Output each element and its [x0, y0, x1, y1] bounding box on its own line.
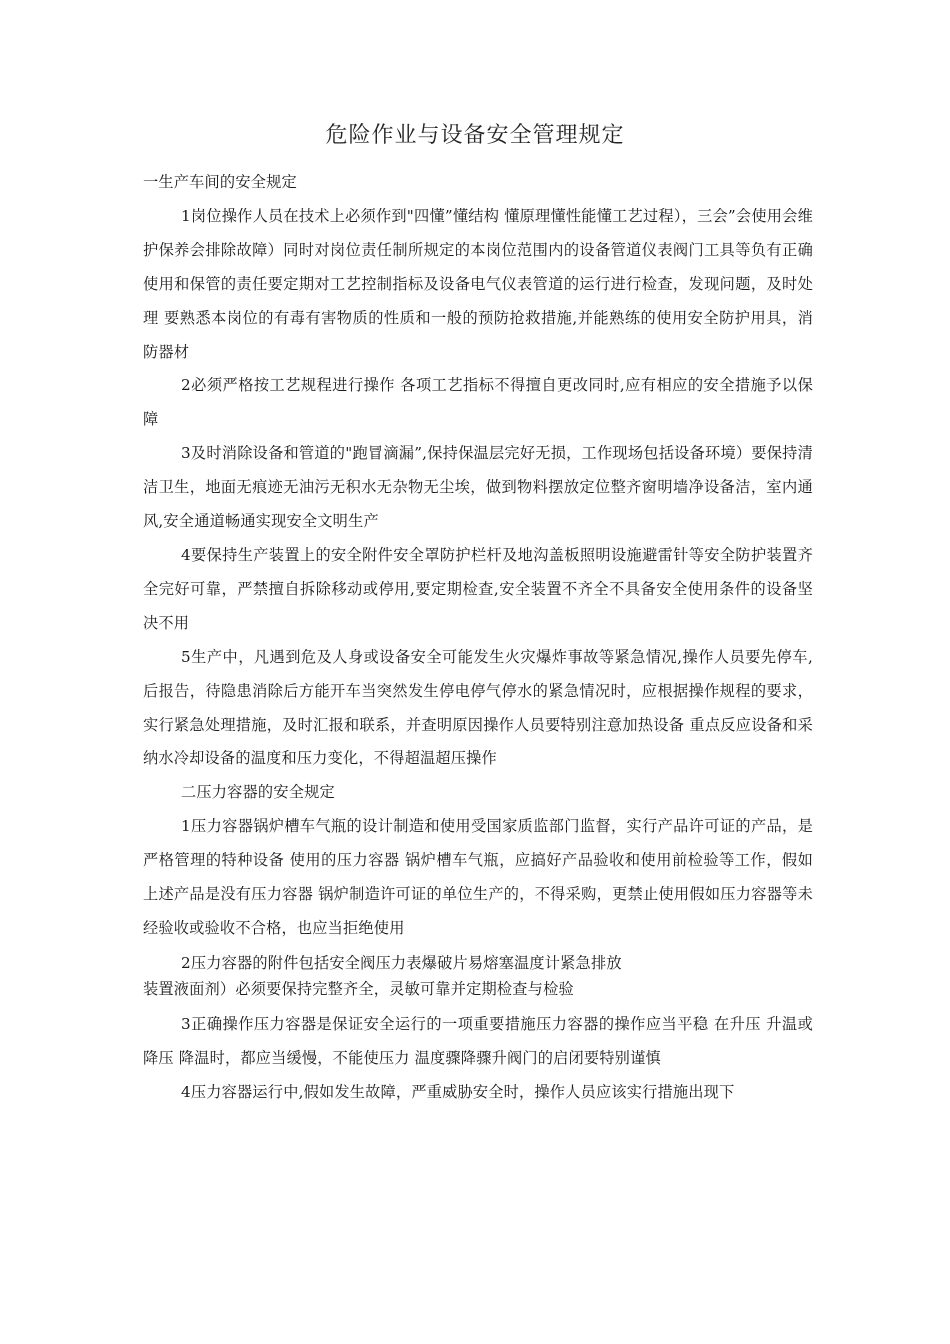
section-heading-production-workshop: 一生产车间的安全规定 — [143, 173, 297, 191]
pressure-paragraph-1: 1压力容器锅炉槽车气瓶的设计制造和使用受国家质监部门监督，实行产品许可证的产品，是严格管理的特种设备 使用的压力容器 锅炉槽车气瓶，应搞好产品验收和使用前检验等工作，假如上述产品是没有压力容器 锅炉制造许可证的单位生产的，不得采购，更禁止使用假如压力容器等未经验收或验收不合格，也应当拒绝使用 — [143, 817, 813, 937]
paragraph-1: 1岗位操作人员在技术上必须作到"四懂”懂结构 懂原理懂性能懂工艺过程），三会”会使用会维护保养会排除故障）同时对岗位责任制所规定的本岗位范围内的设备管道仪表阀门工具等负有正确使用和保管的责任要定期对工艺控制指标及设备电气仪表管道的运行进行检查，发现问题，及时处理 要熟悉本岗位的有毒有害物质的性质和一般的预防抢救措施,并能熟练的使用安全防护用具，消防器材 — [143, 206, 813, 361]
paragraph-5: 5生产中，凡遇到危及人身或设备安全可能发生火灾爆炸事故等紧急情况,操作人员要先停车,后报告，待隐患消除后方能开车当突然发生停电停气停水的紧急情况时，应根据操作规程的要求，实行紧急处理措施，及时汇报和联系，并查明原因操作人员要特别注意加热设备 重点反应设备和采纳水冷却设备的温度和压力变化，不得超温超压操作 — [143, 647, 813, 768]
paragraph-2: 2必须严格按工艺规程进行操作 各项工艺指标不得擅自更改同时,应有相应的安全措施予以保障 — [143, 376, 813, 429]
document-title: 危险作业与设备安全管理规定 — [325, 123, 625, 148]
pressure-paragraph-2-line-1: 2压力容器的附件包括安全阀压力表爆破片易熔塞温度计紧急排放 — [181, 953, 622, 972]
pressure-paragraph-3: 3正确操作压力容器是保证安全运行的一项重要措施压力容器的操作应当平稳 在升压 升温或降压 降温时，都应当缓慢，不能使压力 温度骤降骤升阀门的启闭要特别谨慎 — [143, 1014, 813, 1067]
pressure-paragraph-2-line-2: 装置液面剂）必须要保持完整齐全，灵敏可靠并定期检查与检验 — [143, 979, 574, 998]
section-heading-pressure-vessels: 二压力容器的安全规定 — [181, 783, 335, 802]
paragraph-3: 3及时消除设备和管道的"跑冒滴漏”,保持保温层完好无损，工作现场包括设备环境）要保持清洁卫生，地面无痕迹无油污无积水无杂物无尘埃，做到物料摆放定位整齐窗明墙净设备洁，室内通风,安全通道畅通实现安全文明生产 — [143, 444, 813, 531]
document-body — [143, 166, 813, 1110]
paragraph-4: 4要保持生产装置上的安全附件安全罩防护栏杆及地沟盖板照明设施避雷针等安全防护装置齐全完好可靠，严禁擅自拆除移动或停用,要定期检查,安全装置不齐全不具备安全使用条件的设备坚决不用 — [143, 545, 813, 632]
pressure-paragraph-4: 4压力容器运行中,假如发生故障，严重威胁安全时，操作人员应该实行措施出现下 — [181, 1082, 735, 1101]
